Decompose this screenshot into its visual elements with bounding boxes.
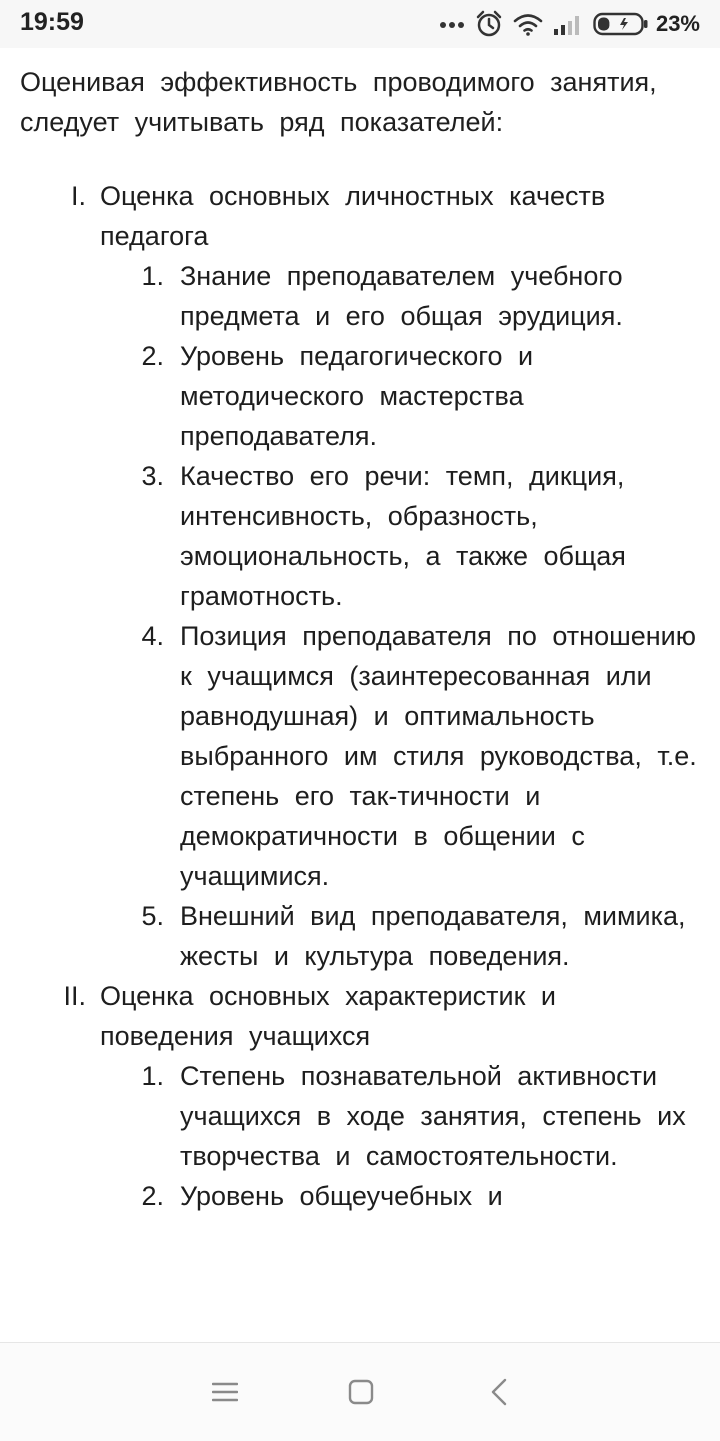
list-item-text: Уровень общеучебных и [180,1181,503,1211]
list-item [100,616,720,896]
list-item-text: Знание преподавателем учебного предмета и его общая эрудиция. [180,261,623,331]
battery-icon [593,12,649,36]
section-number: I. [70,181,86,211]
status-time: 19:59 [20,8,84,36]
section-number: II. [63,981,86,1011]
list-item [100,1176,720,1216]
section-list [0,176,720,1216]
back-chevron-icon [489,1378,509,1406]
list-item-number: 2. [141,341,164,371]
status-bar [0,0,720,48]
alarm-icon [475,10,503,38]
more-dots-icon [439,19,465,29]
home-square-icon [348,1379,374,1405]
list-item-number: 3. [141,461,164,491]
list-item [100,896,720,976]
list-item-text: Позиция преподавателя по отношению к учащимся (заинтересованная или равнодушная) и оптимальность выбранного им стиля руководства, т.е. степень его так-тичности и демократичности в общении с учащимися. [180,621,697,891]
navigation-bar [0,1342,720,1441]
status-icons [439,9,700,39]
wifi-icon [513,12,543,36]
section-title: Оценка основных личностных качеств педагога [100,181,606,251]
list-item-text: Уровень педагогического и методического мастерства преподавателя. [180,341,534,451]
list-item [100,256,720,336]
subsection-list [100,1056,720,1216]
intro-paragraph: Оценивая эффективность проводимого занятия, следует учитывать ряд показателей: [20,67,657,137]
back-button[interactable] [474,1367,524,1417]
list-item [100,456,720,616]
list-item-number: 4. [141,621,164,651]
list-item-text: Качество его речи: темп, дикция, интенсивность, образность, эмоциональность, а также общая грамотность. [180,461,626,611]
battery-percent: 23% [655,11,700,36]
signal-icon [553,13,583,35]
home-button[interactable] [336,1367,386,1417]
list-item-text: Степень познавательной активности учащихся в ходе занятия, степень их творчества и самостоятельности. [180,1061,686,1171]
subsection-list [100,256,720,976]
list-item-number: 1. [141,1061,164,1091]
battery-indicator [593,11,700,37]
list-item-number: 2. [141,1181,164,1211]
menu-button[interactable] [200,1367,250,1417]
document-view[interactable] [0,48,720,1342]
section-title: Оценка основных характеристик и поведения учащихся [100,981,556,1051]
section-item [0,976,720,1216]
section-item [0,176,720,976]
list-item [100,1056,720,1176]
menu-icon [212,1381,238,1403]
list-item [100,336,720,456]
list-item-number: 5. [141,901,164,931]
list-item-number: 1. [141,261,164,291]
list-item-text: Внешний вид преподавателя, мимика, жесты и культура поведения. [180,901,686,971]
